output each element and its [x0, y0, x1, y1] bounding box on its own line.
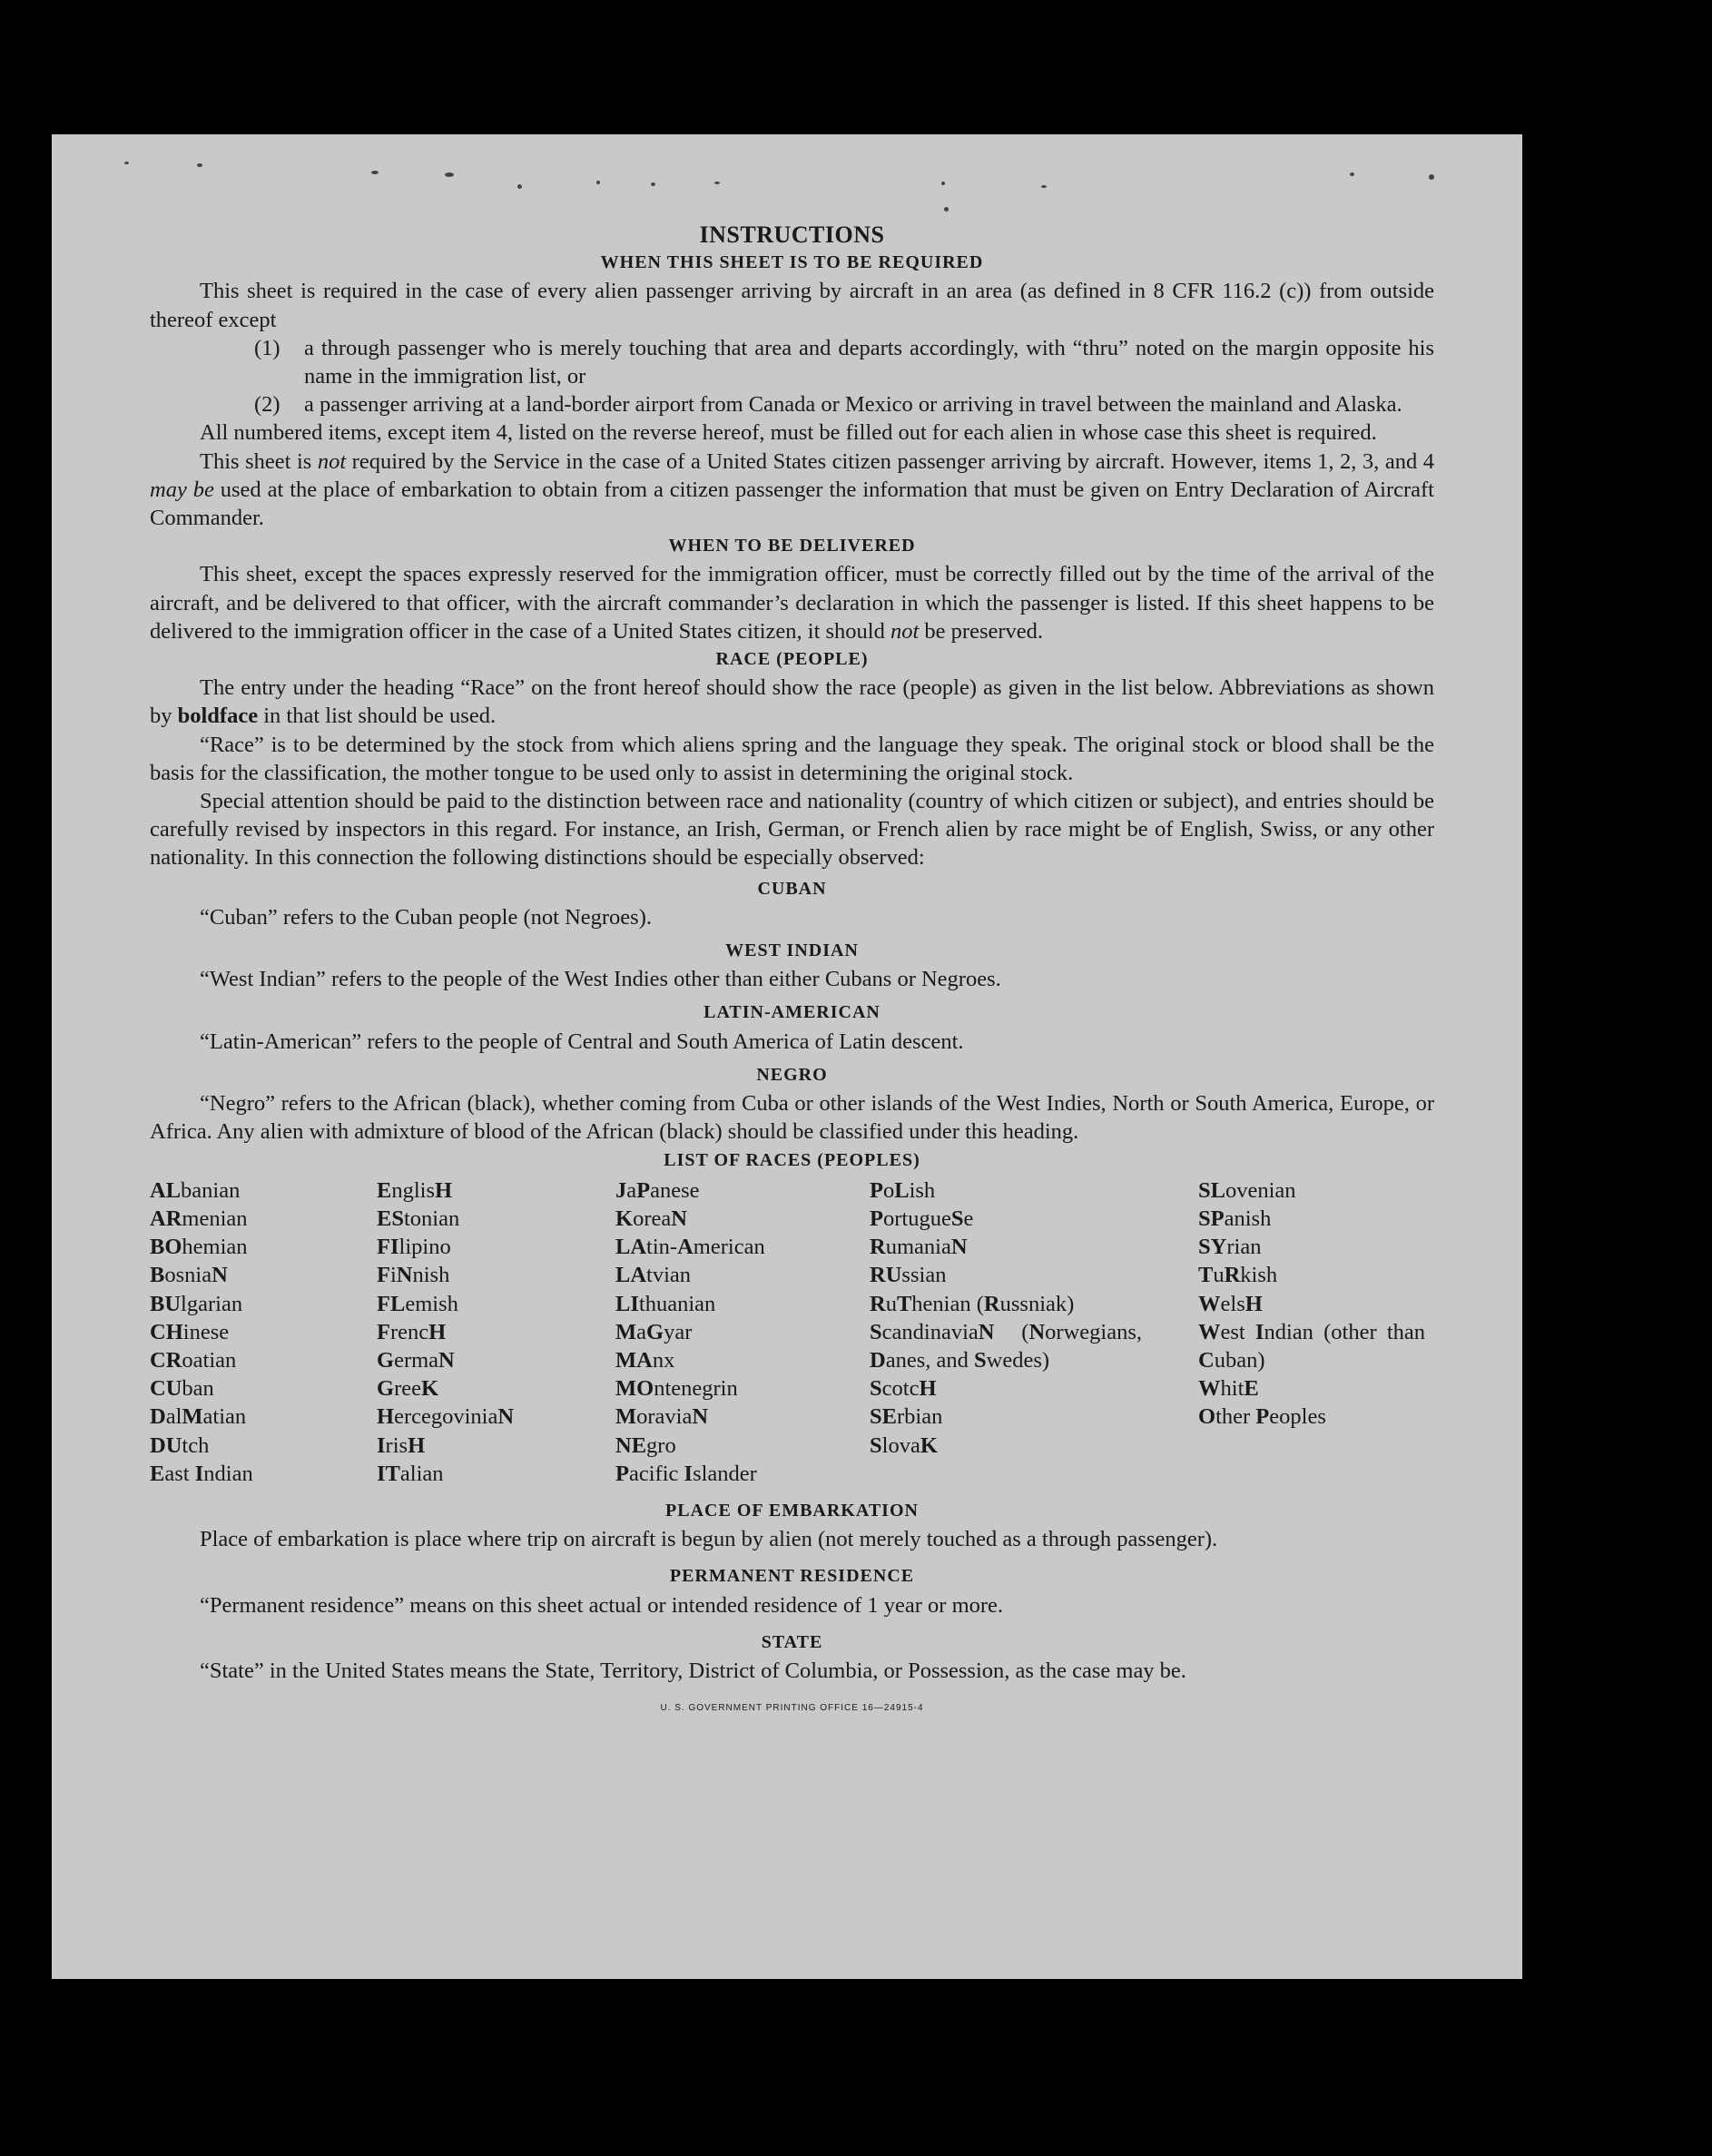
race-entry: GermaN: [377, 1347, 455, 1373]
race-entry: MOntenegrin: [615, 1376, 738, 1402]
heading-place-of-embarkation: PLACE OF EMBARKATION: [665, 1500, 919, 1521]
paragraph: “Latin-American” refers to the people of Central and South America of Latin descent.: [200, 1029, 964, 1054]
race-entry: KoreaN: [615, 1206, 687, 1231]
paragraph: “Cuban” refers to the Cuban people (not Negroes).: [200, 904, 652, 930]
numbered-item: (2) a passenger arriving at a land-border airport from Canada or Mexico or arriving in travel between the mainland and Alaska.: [254, 392, 1402, 418]
race-column: [870, 1176, 1142, 1488]
speck: [596, 181, 600, 184]
race-entry: ARmenian: [150, 1206, 248, 1231]
heading-west-indian: WEST INDIAN: [725, 940, 859, 961]
race-column: [1198, 1176, 1425, 1488]
speck: [445, 172, 454, 177]
race-entry: BOhemian: [150, 1235, 248, 1260]
heading-when-required: WHEN THIS SHEET IS TO BE REQUIRED: [600, 252, 984, 273]
speck: [714, 182, 720, 184]
paragraph: The entry under the heading “Race” on the front hereof should show the race (people) as given in the list below. Abbreviations as shown by boldface in that list should be used.: [150, 675, 1434, 729]
race-entry: CUban: [150, 1376, 214, 1402]
race-entry: EnglisH: [377, 1177, 453, 1203]
race-entry: TuRkish: [1198, 1263, 1278, 1288]
race-entry: JaPanese: [615, 1177, 700, 1203]
race-entry: BosniaN: [150, 1263, 228, 1288]
race-entry: FLemish: [377, 1291, 458, 1316]
numbered-item: (1) a through passenger who is merely touching that area and departs accordingly, with “thru” noted on the margin opposite his name in the immigration list, or: [254, 335, 1434, 389]
heading-state: STATE: [761, 1631, 823, 1652]
heading-race: RACE (PEOPLE): [715, 649, 869, 670]
race-entry: MoraviaN: [615, 1404, 709, 1430]
race-entry: SErbian: [870, 1404, 943, 1430]
heading-latin-american: LATIN-AMERICAN: [703, 1002, 881, 1023]
race-entry: IrisH: [377, 1432, 426, 1458]
paragraph: This sheet is required in the case of every alien passenger arriving by aircraft in an area (as defined in 8 CFR 116.2 (c)) from outside thereof except: [150, 279, 1434, 332]
heading-permanent-residence: PERMANENT RESIDENCE: [669, 1566, 915, 1587]
race-entry: Other Peoples: [1198, 1404, 1326, 1430]
printing-office-footer: U. S. GOVERNMENT PRINTING OFFICE 16—24915-4: [660, 1703, 924, 1714]
speck: [1041, 185, 1047, 188]
race-entry: PoLish: [870, 1177, 936, 1203]
race-entry: ScotcH: [870, 1376, 937, 1402]
paragraph: “Race” is to be determined by the stock from which aliens spring and the language they speak. The original stock or blood shall be the basis for the classification, the mother tongue to be used only to assist in determining the original stock.: [150, 732, 1434, 785]
instructions-text: [150, 221, 1434, 1722]
race-entry: GreeK: [377, 1376, 439, 1402]
race-column: [150, 1176, 377, 1488]
speck: [944, 207, 949, 212]
race-entry: Pacific Islander: [615, 1461, 757, 1486]
heading-negro: NEGRO: [756, 1064, 828, 1085]
speck: [517, 184, 522, 189]
heading-when-delivered: WHEN TO BE DELIVERED: [668, 536, 916, 556]
race-entry: CHinese: [150, 1319, 230, 1344]
race-entry: WelsH: [1198, 1291, 1263, 1316]
race-entry: HercegoviniaN: [377, 1404, 515, 1430]
race-entry: ScandinaviaN (Norwegians, Danes, and Swedes): [870, 1319, 1142, 1373]
race-entry: FiNnish: [377, 1263, 450, 1288]
race-entry: West Indian (other than Cuban): [1198, 1319, 1425, 1373]
race-entry: LAtin-American: [615, 1235, 765, 1260]
race-entry: DUtch: [150, 1432, 210, 1458]
race-entry: East Indian: [150, 1461, 253, 1486]
race-entry: RUssian: [870, 1263, 947, 1288]
race-column: [377, 1176, 615, 1488]
race-entry: ITalian: [377, 1461, 444, 1486]
speck: [651, 182, 655, 186]
page-title: INSTRUCTIONS: [699, 222, 885, 248]
paragraph: This sheet is not required by the Service in the case of a United States citizen passenger arriving by aircraft. However, items 1, 2, 3, and 4 may be used at the place of embarkation to obtain from a citizen passenger the information that must be given on Entry Declaration of Aircraft Commander.: [150, 448, 1434, 531]
race-entry: BUlgarian: [150, 1291, 243, 1316]
race-entry: NEgro: [615, 1432, 676, 1458]
paragraph: “Negro” refers to the African (black), whether coming from Cuba or other islands of the West Indies, North or South America, Europe, or Africa. Any alien with admixture of blood of the African (black) should be classified under this heading.: [150, 1091, 1434, 1145]
race-entry: FIlipino: [377, 1235, 451, 1260]
race-entry: LAtvian: [615, 1263, 692, 1288]
paragraph: This sheet, except the spaces expressly reserved for the immigration officer, must be correctly filled out by the time of the arrival of the aircraft, and be delivered to that officer, with the aircraft commander’s declaration in which the passenger is listed. If this sheet happens to be delivered to the immigration officer in the case of a United States citizen, it should not be preserved.: [150, 562, 1434, 644]
race-column: [615, 1176, 870, 1488]
paragraph: All numbered items, except item 4, listed on the reverse hereof, must be filled out for each alien in whose case this sheet is required.: [200, 420, 1377, 446]
speck: [124, 162, 129, 164]
race-entry: RuThenian (Russniak): [870, 1291, 1075, 1316]
paragraph: “State” in the United States means the State, Territory, District of Columbia, or Possession, as the case may be.: [200, 1658, 1186, 1683]
race-list: [150, 1176, 1434, 1488]
speck: [1350, 172, 1354, 176]
heading-cuban: CUBAN: [757, 878, 827, 899]
race-entry: CRoatian: [150, 1347, 237, 1373]
race-entry: LIthuanian: [615, 1291, 716, 1316]
speck: [941, 182, 945, 185]
race-entry: SYrian: [1198, 1235, 1262, 1260]
race-entry: WhitE: [1198, 1376, 1259, 1402]
paragraph: “West Indian” refers to the people of the West Indies other than either Cubans or Negroes.: [200, 967, 1001, 992]
race-entry: RumaniaN: [870, 1235, 968, 1260]
speck: [371, 171, 379, 174]
paragraph: Place of embarkation is place where trip on aircraft is begun by alien (not merely touched as a through passenger).: [200, 1527, 1218, 1552]
paragraph: Special attention should be paid to the distinction between race and nationality (country of which citizen or subject), and entries should be carefully revised by inspectors in this regard. For instance, an Irish, German, or French alien by race might be of English, Swiss, or any other nationality. In this connection the following distinctions should be especially observed:: [150, 789, 1434, 871]
speck: [1429, 174, 1434, 180]
race-entry: DalMatian: [150, 1404, 247, 1430]
race-entry: SPanish: [1198, 1206, 1272, 1231]
race-entry: FrencH: [377, 1319, 447, 1344]
speck: [197, 163, 202, 167]
race-entry: ALbanian: [150, 1177, 241, 1203]
race-entry: SlovaK: [870, 1432, 938, 1458]
race-entry: EStonian: [377, 1206, 460, 1231]
race-entry: SLovenian: [1198, 1177, 1296, 1203]
race-entry: PortugueSe: [870, 1206, 974, 1231]
paragraph: “Permanent residence” means on this sheet actual or intended residence of 1 year or more.: [200, 1592, 1004, 1618]
heading-list-of-races: LIST OF RACES (PEOPLES): [664, 1149, 920, 1170]
race-entry: MAnx: [615, 1347, 675, 1373]
race-entry: MaGyar: [615, 1319, 693, 1344]
